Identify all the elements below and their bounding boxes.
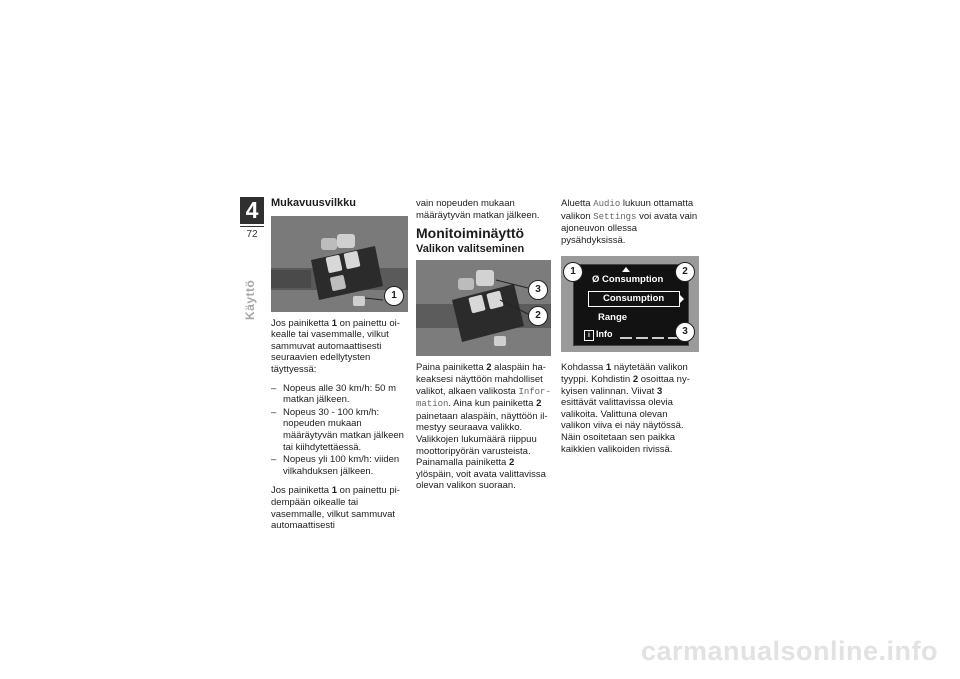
figure-label-1: 1 [384, 286, 404, 306]
display-screen [573, 264, 689, 346]
chapter-label-text: Käyttö [243, 279, 257, 320]
info-label: Info [596, 329, 613, 340]
watermark: carmanualsonline.info [640, 636, 938, 666]
display-label-2: 2 [675, 262, 695, 282]
menu-row-current: Consumption [588, 291, 680, 307]
menu-row-selected-type: Ø Consumption [592, 274, 664, 286]
menu-dash [636, 337, 648, 339]
paragraph-1: Jos painiketta 1 on painettu oikealle tai vasemmalle, vilkut sammuvat automaattisesti seuraavien edellytysten täyttyessä: [271, 317, 400, 375]
handlebar-switch-figure [271, 216, 408, 312]
menu-switch-figure [416, 260, 551, 356]
chapter-tab [240, 197, 264, 257]
page-number: 72 [240, 226, 264, 240]
column-1 [271, 198, 408, 539]
paragraph-continued: vain nopeuden mukaan määräytyvän matkan jälkeen. [416, 198, 540, 221]
subsection-heading: Valikon valitseminen [416, 242, 525, 255]
info-bar [584, 329, 680, 341]
paragraph-2: Painamalla painiketta 2 ylöspäin, voit avata valittavissa olevan valikon suoraan. [416, 457, 546, 492]
menu-dash [620, 337, 632, 339]
column-3 [561, 198, 699, 462]
display-label-1: 1 [563, 262, 583, 282]
paragraph-1: Paina painiketta 2 alaspäin hakeaksesi näyttöön mahdolliset valikot, alkaen valikosta Information. Aina kun painiketta 2 painetaan alaspäin, näyttöön ilmestyy seuraava valikko. Valikkojen lukumäärä riippuu moottoripyörän varusteista. [416, 362, 551, 457]
figure-label-3: 3 [528, 280, 548, 300]
display-label-3: 3 [675, 322, 695, 342]
list-item: – Nopeus 30 - 100 km/h: nopeuden mukaan määräytyvän matkan jälkeen tai kiihdytettäessä. [271, 407, 408, 453]
figure-label-2: 2 [528, 306, 548, 326]
list-item: – Nopeus alle 30 km/h: 50 m matkan jälkeen. [271, 383, 408, 406]
list-item: – Nopeus yli 100 km/h: viiden vilkahduksen jälkeen. [271, 454, 408, 477]
chapter-number: 4 [240, 197, 264, 224]
menu-dash [652, 337, 664, 339]
chapter-label [238, 268, 266, 328]
paragraph-1: Aluetta Audio lukuun ottamatta valikon Settings voi avata vain ajoneuvon ollessa pysähdyksissä. [561, 198, 698, 246]
menu-row-next: Range [598, 312, 628, 324]
column-2 [416, 198, 551, 499]
paragraph-2: Jos painiketta 1 on painettu pidempään oikealle tai vasemmalle, vilkut sammuvat automaattisesti [271, 485, 400, 532]
section-heading: Mukavuusvilkku [271, 197, 356, 209]
multifunction-display-figure [561, 256, 699, 352]
condition-list [271, 383, 408, 478]
info-icon: i [584, 330, 594, 341]
paragraph-2: Kohdassa 1 näytetään valikon tyyppi. Kohdistin 2 osoittaa nykyisen valinnan. Viivat 3 esittävät valittavissa olevia valikoita. Valittuna olevan valikon viiva ei näy näytössä. Näin osoitetaan sen paikka kaikkien valikoiden rivissä. [561, 362, 690, 455]
section-heading: Monitoiminäyttö [416, 225, 525, 242]
